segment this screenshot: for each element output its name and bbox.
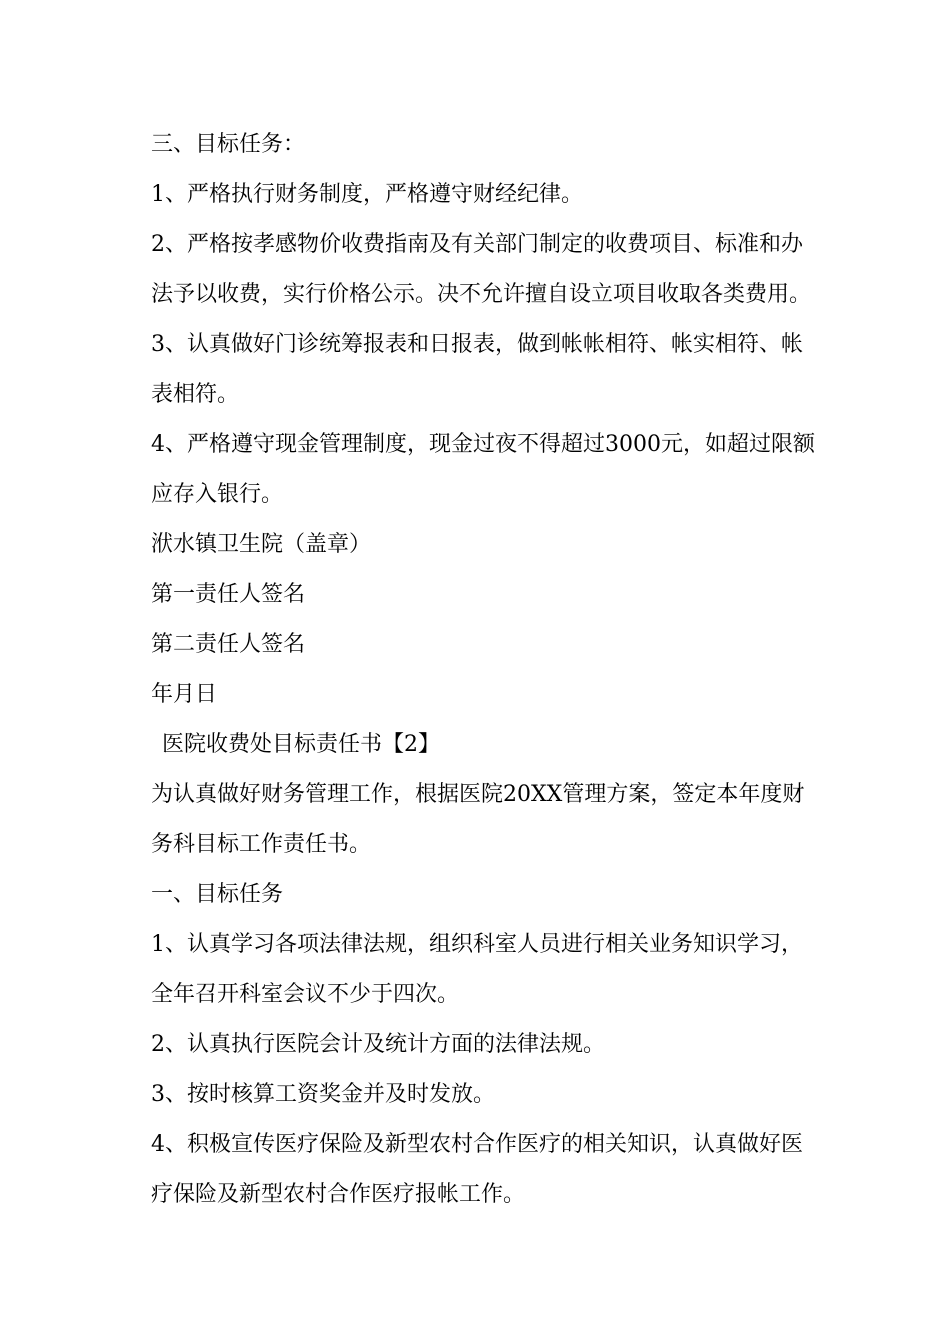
second-signatory-line: 第二责任人签名: [151, 632, 306, 657]
goal-item-3: 3、按时核算工资奖金并及时发放。: [151, 1082, 495, 1107]
first-signatory-line: 第一责任人签名: [151, 582, 306, 607]
task-item-2: 2、严格按孝感物价收费指南及有关部门制定的收费项目、标准和办法予以收费，实行价格公示。决不允许擅自设立项目收取各类费用。: [151, 232, 812, 307]
goal-item-4: 4、积极宣传医疗保险及新型农村合作医疗的相关知识，认真做好医疗保险及新型农村合作医疗报帐工作。: [151, 1132, 803, 1207]
document-body: [140, 120, 815, 1220]
goal-item-1: 1、认真学习各项法律法规，组织科室人员进行相关业务知识学习，全年召开科室会议不少于四次。: [151, 932, 803, 1007]
task-item-3: 3、认真做好门诊统筹报表和日报表，做到帐帐相符、帐实相符、帐表相符。: [151, 332, 803, 407]
document-title-2: 医院收费处目标责任书【2】: [162, 732, 440, 757]
goal-item-2: 2、认真执行医院会计及统计方面的法律法规。: [151, 1032, 605, 1057]
intro-paragraph: 为认真做好财务管理工作，根据医院20XX管理方案，签定本年度财务科目标工作责任书。: [151, 782, 805, 857]
task-item-1: 1、严格执行财务制度，严格遵守财经纪律。: [151, 182, 583, 207]
task-item-4: 4、严格遵守现金管理制度，现金过夜不得超过3000元，如超过限额应存入银行。: [151, 432, 815, 507]
section-heading-1: 一、目标任务: [151, 882, 284, 907]
organization-seal-line: 洑水镇卫生院（盖章）: [151, 532, 372, 557]
section-heading-3: 三、目标任务：: [151, 132, 306, 157]
date-line: 年月日: [151, 682, 218, 707]
